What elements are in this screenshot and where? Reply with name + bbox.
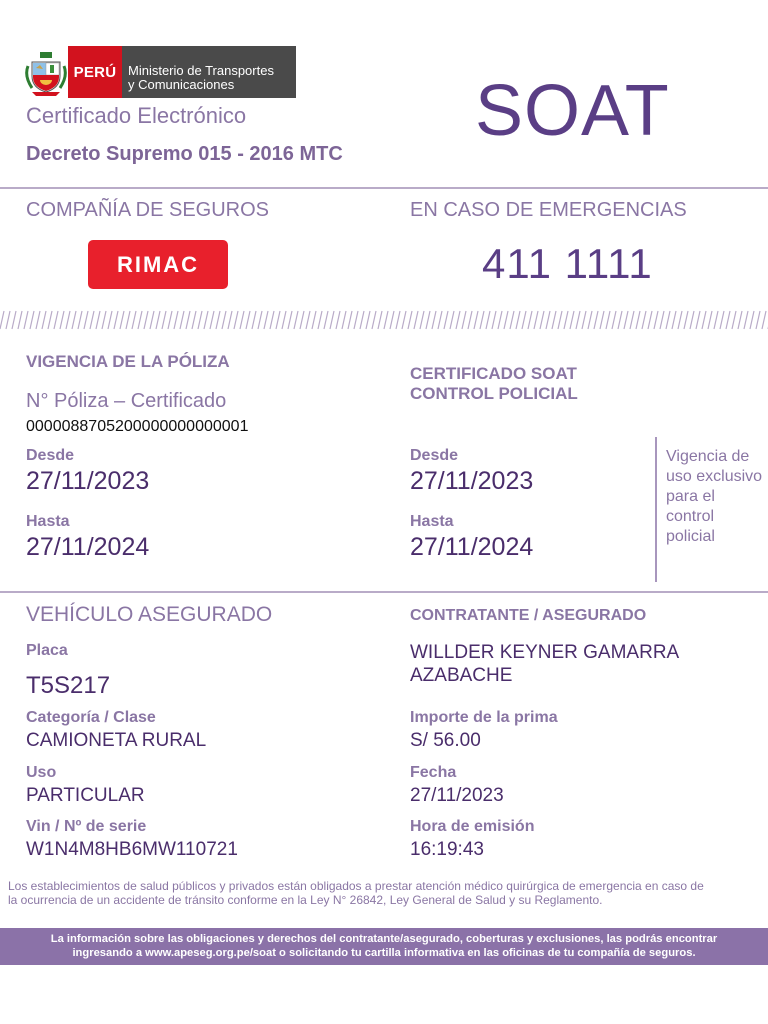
info-banner [0,928,768,965]
policy-desde: 27/11/2023 [26,467,150,495]
police-note: Vigencia de uso exclusivo para el control policial [666,448,763,545]
holder-name [410,641,679,687]
ministry-line-2: y Comunicaciones [128,77,235,92]
mtc-logo [24,46,296,98]
rimac-logo: RIMAC [88,240,228,289]
insurer-label: COMPAÑÍA DE SEGUROS [26,199,270,221]
fecha-label: Fecha [410,764,457,781]
emergency-phone: 411 1111 [482,240,653,287]
fecha-value: 27/11/2023 [410,785,504,806]
emergency-label: EN CASO DE EMERGENCIAS [410,199,687,221]
peru-coat-of-arms-icon [24,46,68,98]
policy-section-title: VIGENCIA DE LA PÓLIZA [26,352,230,371]
certificate-title: Certificado Electrónico [26,103,247,128]
vehicle-section-title: VEHÍCULO ASEGURADO [26,603,273,626]
peru-label: PERÚ [68,46,122,98]
placa-value: T5S217 [26,672,111,699]
policy-hasta: 27/11/2024 [26,533,150,561]
banner-line-1: La información sobre las obligaciones y derechos del contratante/asegurado, coberturas y exclusiones, las podrás encontrar [50,933,718,945]
police-hasta: 27/11/2024 [410,533,534,561]
banner-line-2: ingresando a www.apeseg.org.pe/soat o solicitando tu cartilla informativa en las oficinas de tu compañía de seguros. [72,947,696,959]
uso-label: Uso [26,764,57,781]
ministry-line-1: Ministerio de Transportes [128,63,274,78]
hora-value: 16:19:43 [410,839,484,860]
holder-name-line-1: WILLDER KEYNER GAMARRA [410,642,680,663]
prima-label: Importe de la prima [410,709,558,726]
police-title-line-2: CONTROL POLICIAL [410,384,578,403]
vin-value: W1N4M8HB6MW110721 [26,839,238,860]
categoria-label: Categoría / Clase [26,709,156,726]
policy-number: 0000088705200000000000001 [26,418,249,435]
divider [0,187,768,189]
categoria-value: CAMIONETA RURAL [26,730,207,751]
soat-title: SOAT [475,71,670,151]
prima-value: S/ 56.00 [410,730,481,751]
vertical-divider [655,437,657,582]
zigzag-divider [0,309,768,331]
policy-hasta-label: Hasta [26,513,70,530]
holder-name-line-2: AZABACHE [410,665,513,686]
placa-label: Placa [26,642,68,659]
legal-footnote [8,879,760,907]
holder-section-title: CONTRATANTE / ASEGURADO [410,607,647,624]
police-hasta-label: Hasta [410,513,454,530]
police-title-line-1: CERTIFICADO SOAT [410,364,577,383]
policy-number-label: N° Póliza – Certificado [26,390,227,412]
vin-label: Vin / Nº de serie [26,818,147,835]
hora-label: Hora de emisión [410,818,535,835]
policy-desde-label: Desde [26,447,75,464]
uso-value: PARTICULAR [26,785,145,806]
footnote-line-2: la ocurrencia de un accidente de tránsito conforme en la Ley N° 26842, Ley General de Salud y su Reglamento. [8,893,603,907]
police-desde: 27/11/2023 [410,467,534,495]
footnote-line-1: Los establecimientos de salud públicos y privados están obligados a prestar atención médico quirúrgica de emergencia en caso de [8,879,704,893]
ministry-name [122,46,296,98]
decree-reference: Decreto Supremo 015 - 2016 MTC [26,143,343,165]
divider [0,591,768,593]
police-section-title [410,364,578,404]
police-desde-label: Desde [410,447,459,464]
